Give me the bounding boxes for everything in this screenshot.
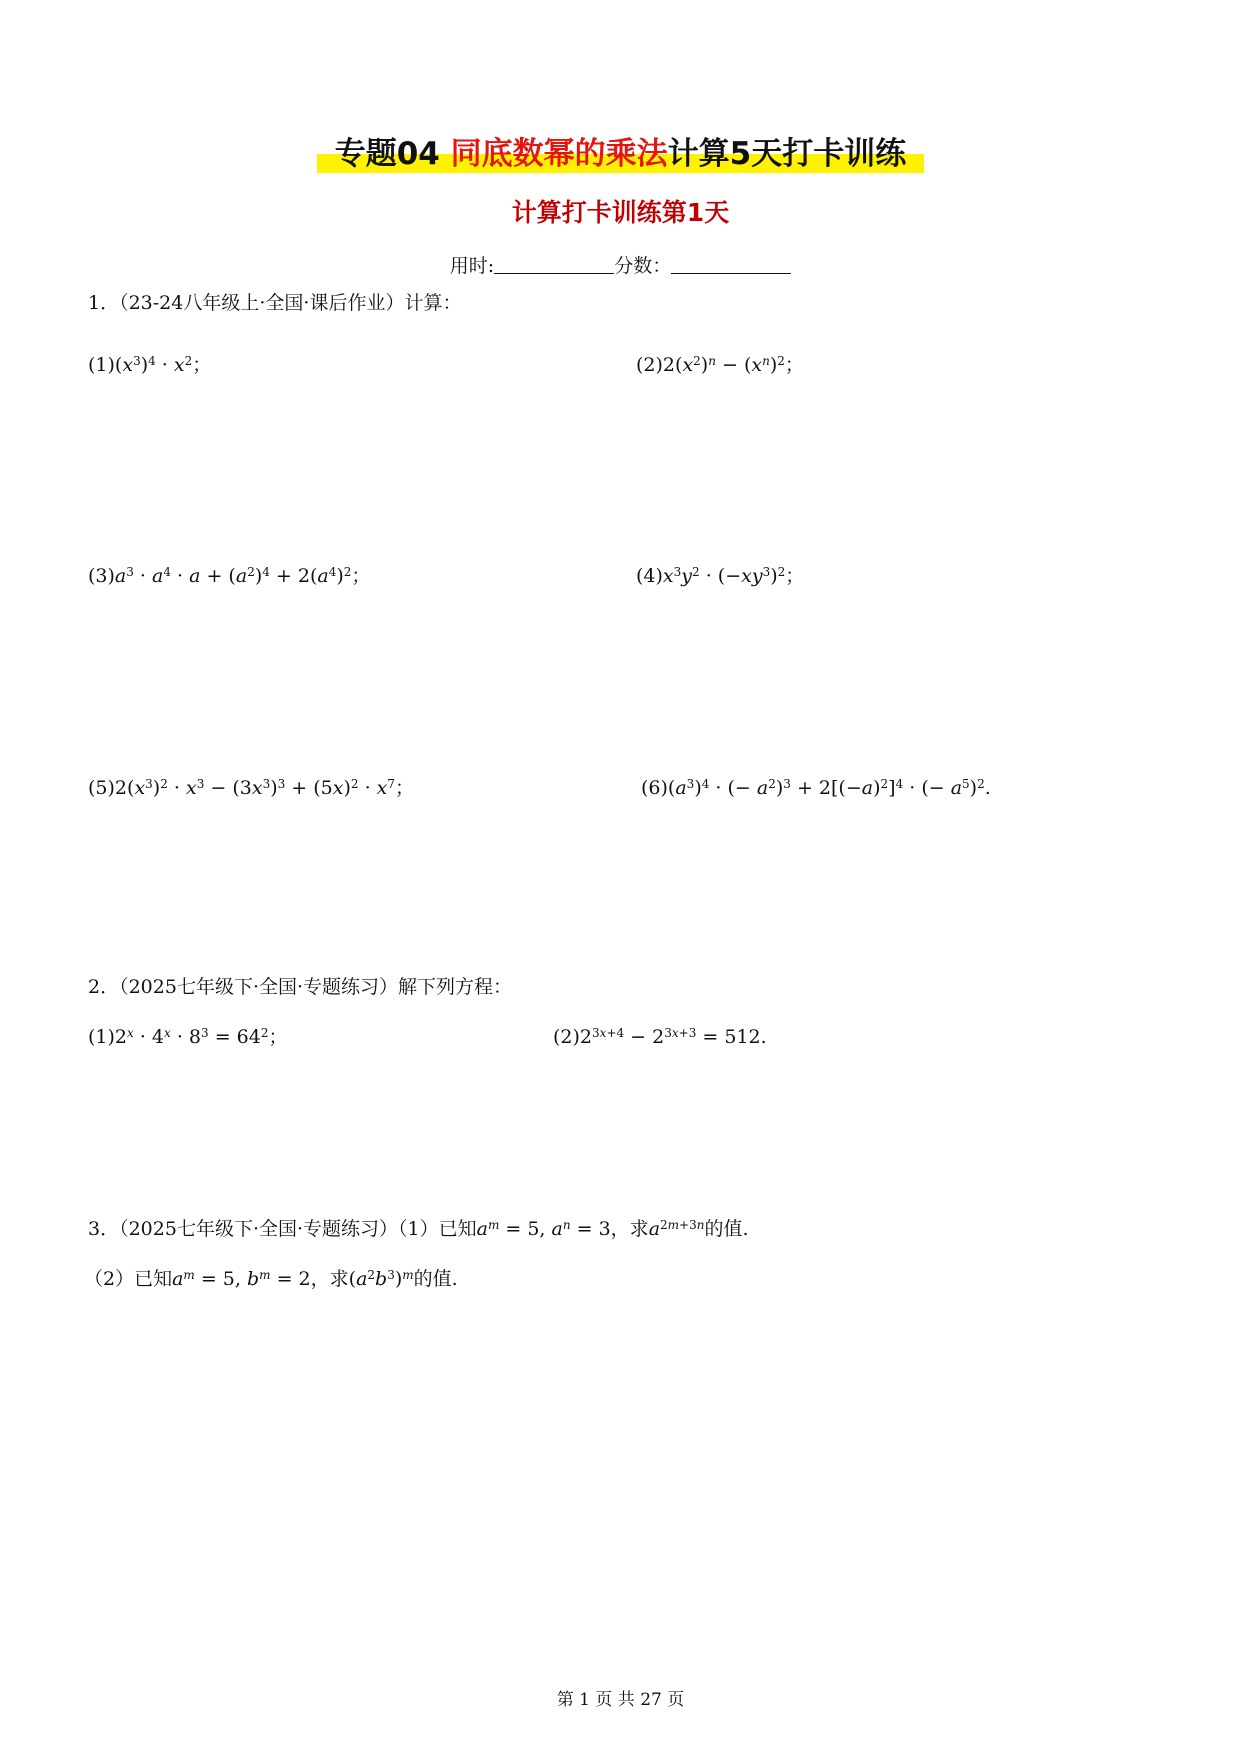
q2-item-1 (88, 1022, 288, 1052)
q1-item-5-formula: $2(x^3)^2 \cdot x^3 - (3x^3)^3 + (5x)^2 \cdot x^7$ (114, 777, 396, 799)
q1-item-6-formula: $(a^3)^4$ · (− $a^2)^3 + 2[(-a)^2]^4$ · (− $a^5)^2$ (667, 777, 985, 799)
q1-item-5 (88, 773, 414, 803)
title-prefix: 专题04 (334, 136, 451, 172)
q1-item-1-label: (1) (88, 354, 115, 376)
q2-item-2-label: (2) (553, 1026, 580, 1048)
q2-item-1-tail: ； (268, 1026, 288, 1048)
q3-part-1-end: 的值. (704, 1218, 749, 1240)
q1-item-1-formula: $(x^3)^4 \cdot x^2$ (114, 354, 193, 376)
q1-item-3-label: (3) (88, 565, 115, 587)
score-blank (671, 253, 791, 274)
title-suffix: 计算5天打卡训练 (667, 136, 907, 172)
q3-stem-prefix: 3．（2025七年级下·全国·专题练习）（1）已知 (88, 1218, 477, 1240)
q1-item-6-tail: . (984, 777, 991, 799)
q3-part-2-given: $a^m = 5$, $b^m = 2$ (172, 1268, 311, 1290)
q1-item-6-label: (6) (641, 777, 668, 799)
q2-item-1-formula: $2^x \cdot 4^x \cdot 8^3 = 64^2$ (114, 1026, 269, 1048)
q1-item-1-tail: ； (192, 354, 212, 376)
q1-item-5-tail: ； (395, 777, 415, 799)
q1-item-2-formula: $2(x^2)^n - (x^n)^2$ (662, 354, 785, 376)
page-title (317, 132, 925, 176)
q2-item-2 (553, 1022, 767, 1052)
q1-item-4-tail: ； (785, 565, 805, 587)
q3-part-1-target: $a^{2m+3n}$ (648, 1218, 705, 1240)
score-label: 分数： (614, 255, 672, 277)
q2-item-1-label: (1) (88, 1026, 115, 1048)
q1-item-6 (641, 773, 991, 803)
q1-item-4-formula: $x^3y^2 \cdot (-xy^3)^2$ (662, 565, 786, 587)
q3-part-2-prefix: （2）已知 (84, 1268, 173, 1290)
title-container (0, 132, 1241, 176)
q1-item-3-tail: ； (351, 565, 371, 587)
q1-item-2 (636, 350, 804, 380)
q1-item-3-formula: $a^3 \cdot a^4 \cdot a + (a^2)^4 + 2(a^4)^2$ (114, 565, 352, 587)
q3-part-2-end: 的值. (413, 1268, 458, 1290)
q3-part-1-mid: ，求 (610, 1218, 649, 1240)
q1-item-4-label: (4) (636, 565, 663, 587)
q1-item-2-tail: ； (784, 354, 804, 376)
q1-item-2-label: (2) (636, 354, 663, 376)
q2-item-2-formula: $2^{3x+4} - 2^{3x+3} = 512$ (579, 1026, 761, 1048)
q1-item-5-label: (5) (88, 777, 115, 799)
q3-part-2-target: $(a^2b^3)^m$ (348, 1268, 414, 1290)
q1-item-4 (636, 561, 804, 591)
time-score-line (0, 252, 1241, 280)
page-footer: 第 1 页 共 27 页 (556, 1690, 685, 1710)
q1-item-3 (88, 561, 370, 591)
title-highlight-text: 同底数幂的乘法 (450, 136, 668, 172)
q1-item-1 (88, 350, 211, 380)
q3-part-2-mid: ，求 (310, 1268, 349, 1290)
q3-part-1-given: $a^m = 5$, $a^n = 3$ (476, 1218, 611, 1240)
q3-part-1 (88, 1214, 749, 1244)
time-blank (494, 253, 614, 274)
q3-part-2 (84, 1264, 458, 1294)
q1-stem: 1．（23-24八年级上·全国·课后作业）计算： (88, 292, 462, 314)
page-subtitle: 计算打卡训练第1天 (511, 198, 730, 227)
time-label: 用时: (449, 255, 495, 277)
q2-item-2-tail: . (760, 1026, 767, 1048)
q2-stem: 2．（2025七年级下·全国·专题练习）解下列方程： (88, 976, 513, 998)
